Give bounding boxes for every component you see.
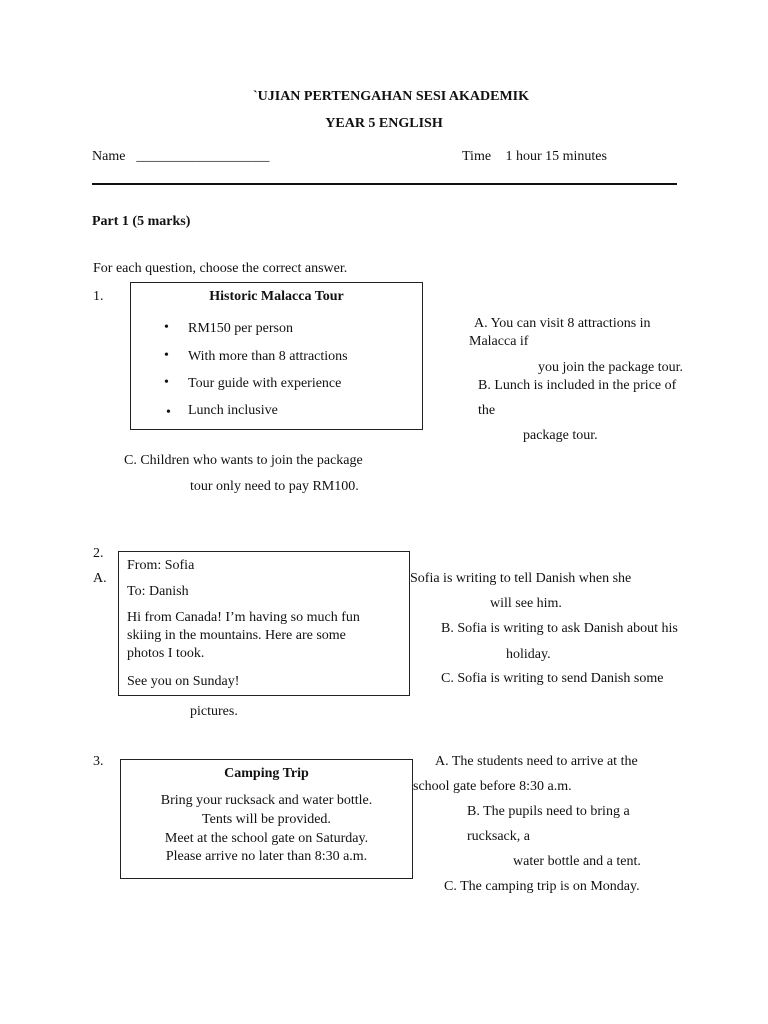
q2-to: To: Danish [127,584,189,599]
q1-option-a[interactable]: A. You can visit 8 attractions in [474,316,651,331]
q2-option-b-cont: holiday. [506,647,551,662]
q2-body-line: skiing in the mountains. Here are some [127,628,346,643]
q2-option-a[interactable]: Sofia is writing to tell Danish when she [410,571,632,586]
q1-option-a-cont: you join the package tour. [538,360,684,375]
q1-option-c[interactable]: C. Children who wants to join the package [124,453,363,468]
q1-option-a-cont: Malacca if [469,334,529,349]
q2-body-line: photos I took. [127,646,205,661]
q3-box-line: Please arrive no later than 8:30 a.m. [165,849,368,864]
q1-option-b[interactable]: B. Lunch is included in the price of [478,378,677,393]
part1-instruction: For each question, choose the correct answer. [93,261,348,276]
q1-option-b-cont: package tour. [523,428,598,443]
q2-option-c[interactable]: C. Sofia is writing to send Danish some [441,671,664,686]
q1-bullet-3: Tour guide with experience [188,376,342,391]
q2-option-a-cont: will see him. [490,596,562,611]
q1-option-b-cont: the [478,403,496,418]
q1-number: 1. [93,289,104,304]
name-field-label: Name ___________________ [92,149,270,164]
q2-option-a-letter[interactable]: A. [93,571,107,586]
q3-box-line: Meet at the school gate on Saturday. [164,831,369,846]
q2-option-c-cont: pictures. [190,704,238,719]
q2-option-b[interactable]: B. Sofia is writing to ask Danish about his [441,621,678,636]
q2-from: From: Sofia [127,558,195,573]
part1-heading: Part 1 (5 marks) [92,214,191,229]
q2-body-line: Hi from Canada! I’m having so much fun [127,610,360,625]
bullet-icon: • [166,405,171,420]
q3-box-line: Tents will be provided. [202,812,331,827]
q3-box-line: Bring your rucksack and water bottle. [160,793,373,808]
exam-subtitle: YEAR 5 ENGLISH [325,116,443,131]
q3-box-title: Camping Trip [224,766,309,781]
q3-option-b-cont: water bottle and a tent. [513,854,641,869]
bullet-icon: • [164,320,169,335]
q3-option-a-cont: school gate before 8:30 a.m. [413,779,572,794]
q2-number: 2. [93,546,104,561]
q1-bullet-1: RM150 per person [188,321,293,336]
bullet-icon: • [164,348,169,363]
header-divider [92,183,677,185]
q1-bullet-2: With more than 8 attractions [188,349,348,364]
q2-closing: See you on Sunday! [127,674,240,689]
q1-bullet-4: Lunch inclusive [188,403,278,418]
q3-option-c[interactable]: C. The camping trip is on Monday. [444,879,640,894]
q1-option-c-cont: tour only need to pay RM100. [190,479,359,494]
q3-option-b-cont: rucksack, a [467,829,530,844]
time-label: Time  1 hour 15 minutes [462,149,607,164]
q3-number: 3. [93,754,104,769]
q3-option-a[interactable]: A. The students need to arrive at the [435,754,638,769]
q1-box-title: Historic Malacca Tour [209,289,344,304]
bullet-icon: • [164,375,169,390]
exam-title: `UJIAN PERTENGAHAN SESI AKADEMIK [252,89,530,104]
q3-option-b[interactable]: B. The pupils need to bring a [467,804,630,819]
